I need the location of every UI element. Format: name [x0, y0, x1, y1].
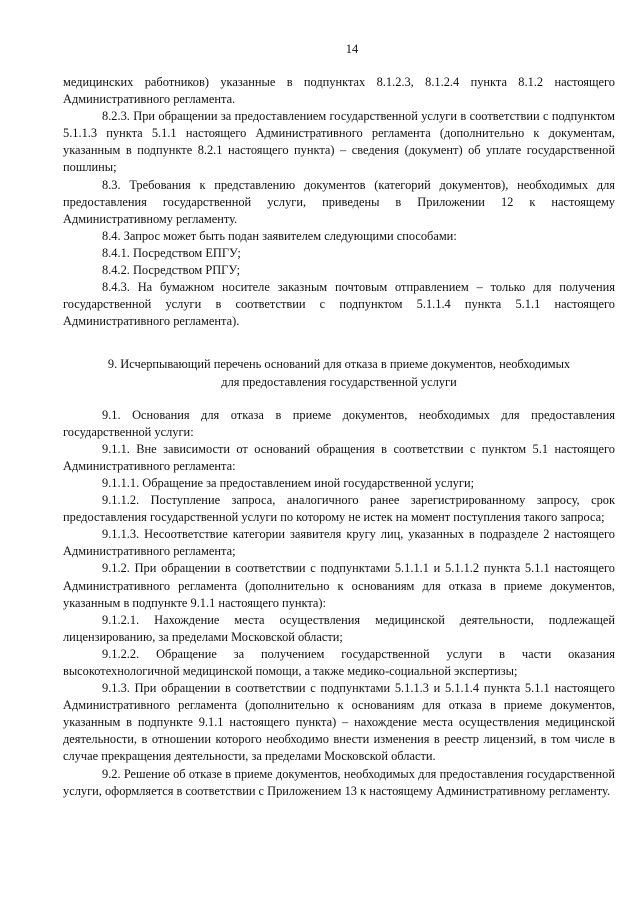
paragraph-9-1-1-3: 9.1.1.3. Несоответствие категории заявителя кругу лиц, указанных в подразделе 2 настоящего Административного регламента;	[63, 527, 615, 559]
paragraph-9-2: 9.2. Решение об отказе в приеме документов, необходимых для предоставления государственной услуги, оформляется в соответствии с Приложением 13 к настоящему Административному регламенту.	[63, 766, 615, 798]
section-title-line-1: 9. Исчерпывающий перечень оснований для отказа в приеме документов, необходимых	[107, 357, 571, 372]
section-9-title	[63, 356, 615, 390]
section-title-line-2: для предоставления государственной услуги	[221, 374, 457, 389]
paragraph-8-4-2: 8.4.2. Посредством РПГУ;	[102, 263, 241, 278]
paragraph-9-1-2-1: 9.1.2.1. Нахождение места осуществления медицинской деятельности, подлежащей лицензированию, за пределами Московской области;	[63, 612, 615, 644]
section-9-body	[63, 407, 615, 800]
document-page	[63, 42, 615, 800]
paragraph-9-1-3: 9.1.3. При обращении в соответствии с подпунктами 5.1.1.3 и 5.1.1.4 пункта 5.1.1 настоящего Административного регламента (дополнительно к основаниям для отказа в приеме документов, указанным в подпункте 9.1.1 настоящего пункта) – нахождение места осуществления медицинской деятельности, в отношении которого необходимо внести изменения в реестр лицензий, в том числе в случае прекращения деятельности, за пределами Московской области.	[63, 681, 615, 764]
paragraph-8-2-3: 8.2.3. При обращении за предоставлением государственной услуги в соответствии с подпунктом 5.1.1.3 пункта 5.1.1 настоящего Административного регламента (дополнительно к документам, указанным в подпункте 8.2.1 настоящего пункта) – сведения (документ) об уплате государственной пошлины;	[63, 109, 615, 175]
paragraph-9-1: 9.1. Основания для отказа в приеме документов, необходимых для предоставления государственной услуги:	[63, 407, 615, 439]
paragraph-9-1-1-1: 9.1.1.1. Обращение за предоставлением иной государственной услуги;	[102, 475, 475, 490]
paragraph-8-4: 8.4. Запрос может быть подан заявителем следующими способами:	[102, 228, 457, 243]
paragraph-9-1-2: 9.1.2. При обращении в соответствии с подпунктами 5.1.1.1 и 5.1.1.2 пункта 5.1.1 настоящего Административного регламента (дополнительно к основаниям для отказа в приеме документов, указанным в подпункте 9.1.1 настоящего пункта):	[63, 561, 615, 610]
paragraph-9-1-2-2: 9.1.2.2. Обращение за получением государственной услуги в части оказания высокотехнологичной медицинской помощи, а также медико-социальной экспертизы;	[63, 646, 615, 678]
paragraph-8-4-1: 8.4.1. Посредством ЕПГУ;	[102, 245, 241, 260]
paragraph-8-3: 8.3. Требования к представлению документов (категорий документов), необходимых для предоставления государственной услуги, приведены в Приложении 12 к настоящему Административному регламенту.	[63, 177, 615, 226]
paragraph-9-1-1: 9.1.1. Вне зависимости от оснований обращения в соответствии с пунктом 5.1 настоящего Административного регламента:	[63, 441, 615, 473]
paragraph-9-1-1-2: 9.1.1.2. Поступление запроса, аналогичного ранее зарегистрированному запросу, срок предоставления государственной услуги по которому не истек на момент поступления такого запроса;	[63, 493, 615, 525]
page-number: 14	[345, 42, 359, 56]
section-8-continuation	[63, 74, 615, 330]
paragraph-8-4-3: 8.4.3. На бумажном носителе заказным почтовым отправлением – только для получения государственной услуги в соответствии с подпунктом 5.1.1.4 пункта 5.1.1 настоящего Административного регламента).	[63, 280, 615, 329]
paragraph: медицинских работников) указанные в подпунктах 8.1.2.3, 8.1.2.4 пункта 8.1.2 настоящего Административного регламента.	[63, 75, 615, 107]
